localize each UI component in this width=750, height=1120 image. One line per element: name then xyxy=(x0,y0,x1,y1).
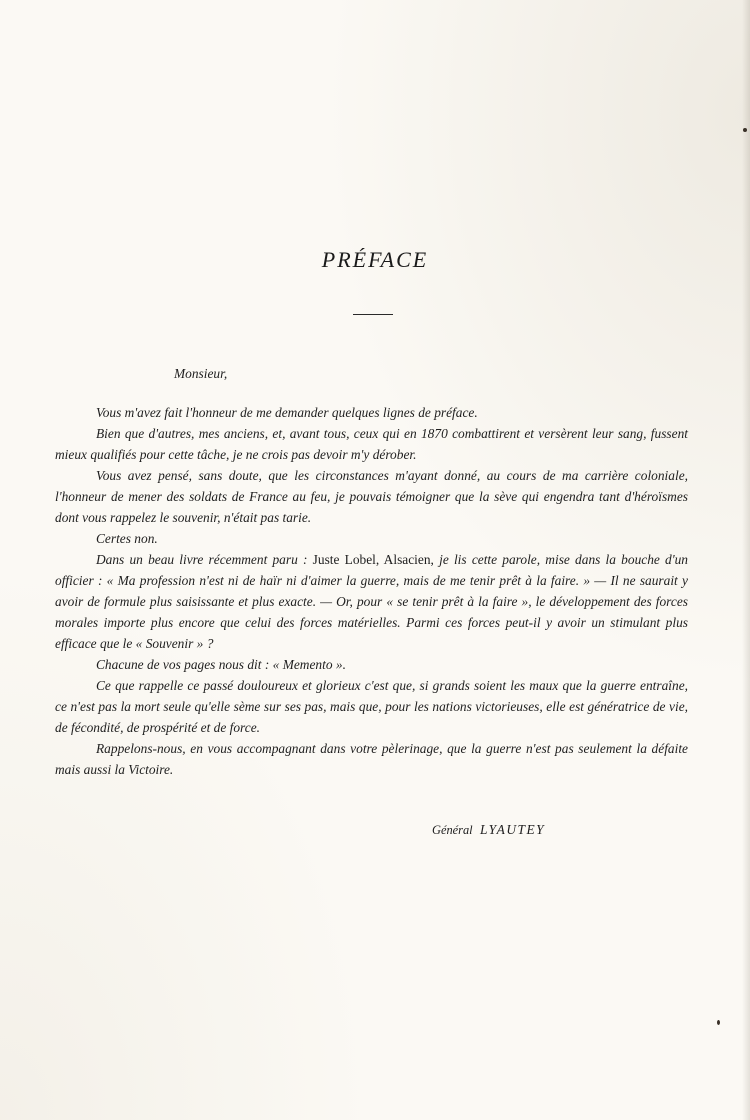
paragraph: Ce que rappelle ce passé douloureux et glorieux c'est que, si grands soient les maux que la guerre entraîne, ce n'est pas la mort seule qu'elle sème sur ses pas, mais que, pour les nations victorieuses, elle est génératrice de vie, de fécondité, de prospérité et de force. xyxy=(55,678,688,735)
paragraph: Rappelons-nous, en vous accompagnant dans votre pèlerinage, que la guerre n'est pas seulement la défaite mais aussi la Victoire. xyxy=(55,741,688,777)
ink-speck xyxy=(717,1020,720,1025)
signature-title: Général xyxy=(432,823,473,837)
paragraph: Vous m'avez fait l'honneur de me demander quelques lignes de préface. xyxy=(96,405,478,420)
paragraph-text: Dans un beau livre récemment paru : xyxy=(96,552,313,567)
paragraph xyxy=(55,549,688,654)
paragraph: Certes non. xyxy=(96,531,158,546)
page-edge-shadow xyxy=(742,0,750,1120)
signature xyxy=(432,822,545,838)
paragraph-text: je lis cette parole, mise dans la bouche d'un officier : « Ma profession n'est ni de haïr ni d'aimer la guerre, mais de me tenir prêt à la faire. » — Il ne saurait y avoir de formule plus saisissante et plus exacte. — Or, pour « se tenir prêt à la faire », le développement des forces morales importe plus encore que celui des forces matérielles. Parmi ces forces peut-il y avoir un stimulant plus efficace que le « Souvenir » ? xyxy=(55,552,688,651)
paragraph: Chacune de vos pages nous dit : « Memento ». xyxy=(96,657,346,672)
book-title: Juste Lobel, Alsacien, xyxy=(312,552,434,567)
paragraph: Bien que d'autres, mes anciens, et, avant tous, ceux qui en 1870 combattirent et versèrent leur sang, fussent mieux qualifiés pour cette tâche, je ne crois pas devoir m'y dérober. xyxy=(55,426,688,462)
ink-speck xyxy=(743,128,747,132)
signature-name: LYAUTEY xyxy=(479,822,546,837)
preface-body xyxy=(55,402,688,780)
title-divider xyxy=(353,314,393,315)
salutation: Monsieur, xyxy=(174,366,228,381)
page-title: PRÉFACE xyxy=(321,247,429,272)
paragraph: Vous avez pensé, sans doute, que les circonstances m'ayant donné, au cours de ma carrière coloniale, l'honneur de mener des soldats de France au feu, je pouvais témoigner que la sève qui engendra tant d'héroïsmes dont vous rappelez le souvenir, n'était pas tarie. xyxy=(55,468,688,525)
